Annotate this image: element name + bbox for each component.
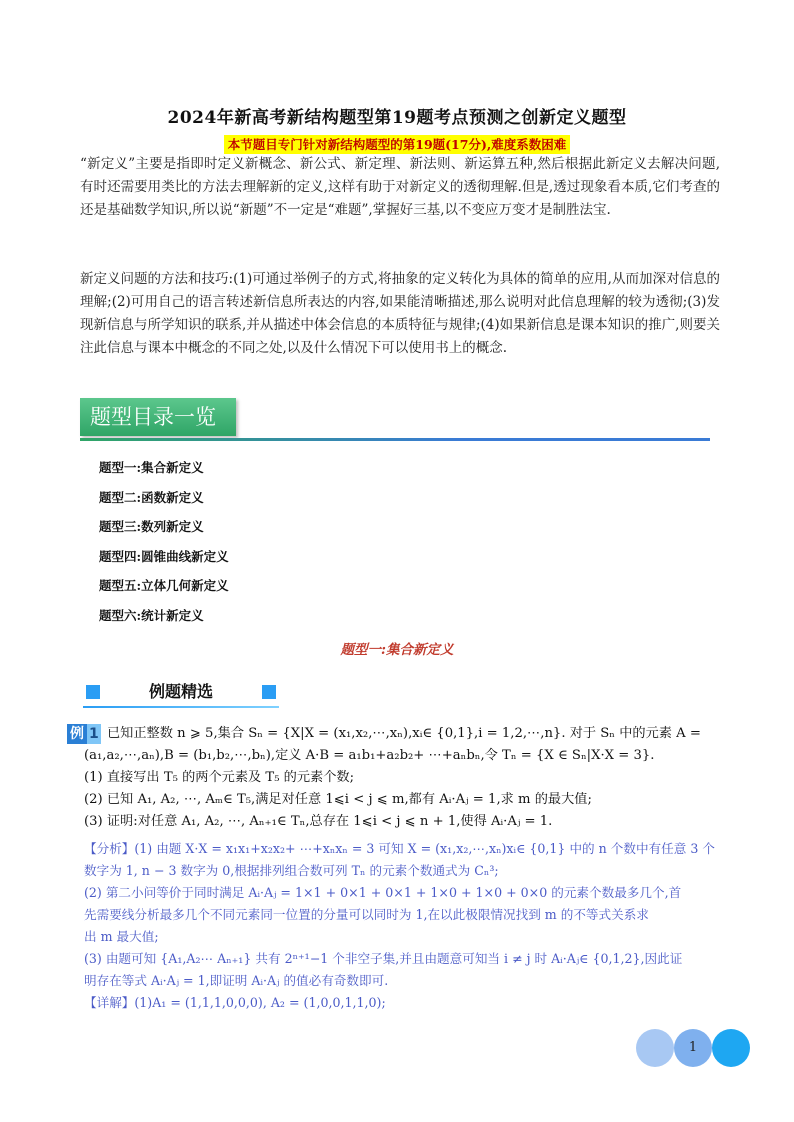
analysis-line: (3) 由题可知 {A₁,A₂⋯ Aₙ₊₁} 共有 2ⁿ⁺¹−1 个非空子集,并且由题意可知当 i ≠ j 时 Aᵢ·Aⱼ∈ {0,1,2},因此证 <box>84 951 683 966</box>
square-icon <box>262 685 276 699</box>
page-indicator <box>636 1027 752 1067</box>
problem-statement <box>84 723 740 833</box>
toc-item[interactable]: 题型五:立体几何新定义 <box>99 578 229 593</box>
toc-item[interactable]: 题型三:数列新定义 <box>99 519 204 534</box>
problem-line: 已知正整数 n ⩾ 5,集合 Sₙ = {X|X = (x₁,x₂,⋯,xₙ),xᵢ∈ {0,1},i = 1,2,⋯,n}. 对于 Sₙ 中的元素 A = <box>107 726 701 741</box>
problem-line: (2) 已知 A₁, A₂, ⋯, Aₘ∈ T₅,满足对任意 1⩽i < j ⩽ m,都有 Aᵢ·Aⱼ = 1,求 m 的最大值; <box>84 792 592 807</box>
page-subtitle: 本节题目专门针对新结构题型的第19题(17分),难度系数困难 <box>224 135 570 154</box>
page-title: 2024年新高考新结构题型第19题考点预测之创新定义题型 <box>167 108 627 128</box>
problem-line: (1) 直接写出 T₅ 的两个元素及 T₅ 的元素个数; <box>84 770 355 785</box>
circle-decoration <box>712 1029 750 1067</box>
example-bar <box>83 680 279 704</box>
problem-line: (3) 证明:对任意 A₁, A₂, ⋯, Aₙ₊₁∈ Tₙ,总存在 1⩽i < j ⩽ n + 1,使得 Aᵢ·Aⱼ = 1. <box>84 814 553 829</box>
analysis-line: 明存在等式 Aᵢ·Aⱼ = 1,即证明 Aᵢ·Aⱼ 的值必有奇数即可. <box>84 973 389 988</box>
example-tag-prefix: 例 <box>67 724 87 744</box>
page-number: 1 <box>688 1040 698 1055</box>
circle-decoration <box>636 1029 674 1067</box>
analysis-line: (2) 第二小问等价于同时满足 Aᵢ·Aⱼ = 1×1 + 0×1 + 0×1 + 1×0 + 1×0 + 0×0 的元素个数最多几个,首 <box>84 885 682 900</box>
toc-list <box>99 456 229 633</box>
toc-banner: 题型目录一览 <box>80 398 236 436</box>
analysis-line: 数字为 1, n − 3 数字为 0,根据排列组合数可列 Tₙ 的元素个数通式为 Cₙ³; <box>84 863 499 878</box>
example-tag <box>67 724 101 744</box>
problem-line: (a₁,a₂,⋯,aₙ),B = (b₁,b₂,⋯,bₙ),定义 A·B = a₁b₁+a₂b₂+ ⋯+aₙbₙ,令 Tₙ = {X ∈ Sₙ|X·X = 3}. <box>84 748 655 763</box>
intro-paragraph-1: “新定义”主要是指即时定义新概念、新公式、新定理、新法则、新运算五种,然后根据此新定义去解决问题,有时还需要用类比的方法去理解新的定义,这样有助于对新定义的透彻理解.但是,透过现象看本质,它们考查的还是基础数学知识,所以说“新题”不一定是“难题”,掌握好三基,以不变应万变才是制胜法宝. <box>80 156 720 218</box>
intro-paragraph-2: 新定义问题的方法和技巧:(1)可通过举例子的方式,将抽象的定义转化为具体的简单的应用,从而加深对信息的理解;(2)可用自己的语言转述新信息所表达的内容,如果能清晰描述,那么说明对此信息理解的较为透彻;(3)发现新信息与所学知识的联系,并从描述中体会信息的本质特征与规律;(4)如果新信息是课本知识的推广,则要关注此信息与课本中概念的不同之处,以及什么情况下可以使用书上的概念. <box>80 271 720 356</box>
analysis-line: 【分析】(1) 由题 X·X = x₁x₁+x₂x₂+ ⋯+xₙxₙ = 3 可知 X = (x₁,x₂,⋯,xₙ)xᵢ∈ {0,1} 中的 n 个数中有任意 3 个 <box>84 841 715 856</box>
analysis-line: 出 m 最大值; <box>84 929 159 944</box>
example-tag-number: 1 <box>89 726 99 742</box>
analysis-line: 先需要线分析最多几个不同元素同一位置的分量可以同时为 1,在以此极限情况找到 m 的不等式关系求 <box>84 907 649 922</box>
analysis-line: 【详解】(1)A₁ = (1,1,1,0,0,0), A₂ = (1,0,0,1,1,0); <box>84 995 386 1010</box>
example-bar-underline <box>83 706 279 708</box>
subtitle-wrap <box>0 134 794 154</box>
toc-item[interactable]: 题型一:集合新定义 <box>99 460 204 475</box>
section-heading: 题型一:集合新定义 <box>340 642 454 658</box>
analysis-block <box>84 838 740 1014</box>
toc-divider <box>80 438 710 441</box>
toc-item[interactable]: 题型四:圆锥曲线新定义 <box>99 548 229 564</box>
toc-item[interactable]: 题型二:函数新定义 <box>99 489 204 505</box>
example-bar-label: 例题精选 <box>148 682 213 701</box>
toc-item[interactable]: 题型六:统计新定义 <box>99 607 204 623</box>
